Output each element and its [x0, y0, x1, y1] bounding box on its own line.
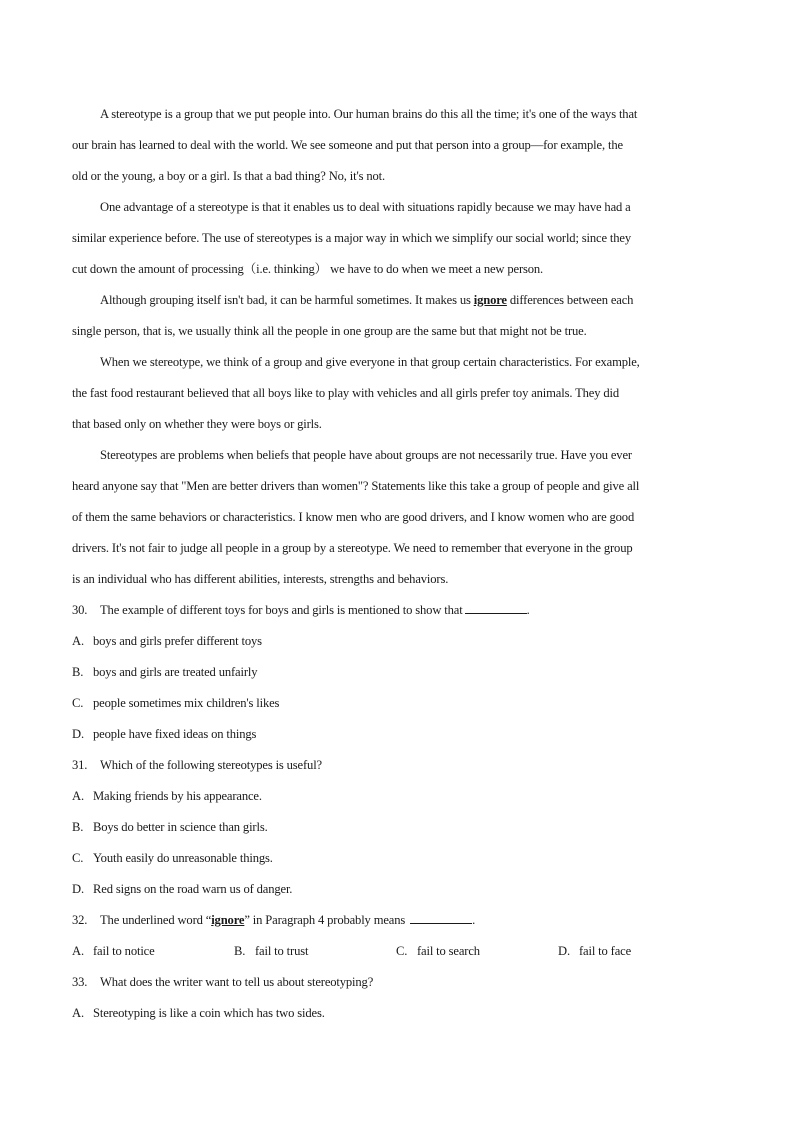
text-line: of them the same behaviors or characteristics. I know men who are good drivers, and I know women who are good: [72, 510, 635, 524]
question-end: .: [472, 913, 476, 927]
option-label: C.: [72, 696, 84, 710]
question-stem: [72, 750, 722, 781]
option-label: B.: [234, 944, 246, 958]
question-30: [72, 595, 722, 750]
text-line: our brain has learned to deal with the world. We see someone and put that person into a group—for example, the: [72, 138, 623, 152]
text-line: A stereotype is a group that we put people into. Our human brains do this all the time; it's one of the ways that: [100, 107, 638, 121]
answer-blank: [410, 911, 472, 924]
option-label: B.: [72, 665, 84, 679]
text-line: cut down the amount of processing（i.e. thinking） we have to do when we meet a new person.: [72, 262, 544, 276]
option-c: [72, 843, 722, 874]
option-text: boys and girls prefer different toys: [93, 634, 262, 648]
question-31: [72, 750, 722, 905]
option-a: [72, 626, 722, 657]
question-text: Which of the following stereotypes is useful?: [100, 758, 322, 772]
option-d: [72, 719, 722, 750]
option-text: fail to search: [417, 944, 480, 958]
option-text: fail to trust: [255, 944, 309, 958]
option-text: boys and girls are treated unfairly: [93, 665, 258, 679]
option-c: [396, 936, 558, 967]
option-text: Making friends by his appearance.: [93, 789, 262, 803]
question-number: 33.: [72, 975, 88, 989]
option-label: A.: [72, 634, 84, 648]
question-number: 30.: [72, 603, 88, 617]
option-label: D.: [72, 882, 84, 896]
text-line: [72, 285, 722, 316]
text-line: heard anyone say that "Men are better drivers than women"? Statements like this take a group of people and give all: [72, 479, 640, 493]
text-line: When we stereotype, we think of a group and give everyone in that group certain characteristics. For example,: [100, 355, 640, 369]
option-text: Red signs on the road warn us of danger.: [93, 882, 293, 896]
option-text: fail to notice: [93, 944, 155, 958]
text-segment: Although grouping itself isn't bad, it can be harmful sometimes. It makes us: [100, 293, 474, 307]
question-text: What does the writer want to tell us about stereotyping?: [100, 975, 374, 989]
options-row: [72, 936, 722, 967]
question-end: .: [526, 603, 530, 617]
option-text: fail to face: [579, 944, 632, 958]
option-a: [72, 936, 234, 967]
text-segment: differences between each: [506, 293, 634, 307]
option-label: D.: [72, 727, 84, 741]
option-text: Boys do better in science than girls.: [93, 820, 268, 834]
text-line: similar experience before. The use of stereotypes is a major way in which we simplify our social world; since they: [72, 231, 632, 245]
option-text: Stereotyping is like a coin which has two sides.: [93, 1006, 325, 1020]
paragraph-1: [72, 99, 722, 192]
option-label: B.: [72, 820, 84, 834]
option-b: [72, 657, 722, 688]
question-stem: [72, 595, 722, 626]
document-page: [72, 99, 722, 1029]
option-c: [72, 688, 722, 719]
option-label: C.: [396, 944, 408, 958]
text-line: Stereotypes are problems when beliefs that people have about groups are not necessarily true. Have you ever: [100, 448, 632, 462]
question-32: [72, 905, 722, 967]
option-label: A.: [72, 944, 84, 958]
question-stem: [72, 905, 722, 936]
paragraph-3: [72, 285, 722, 347]
underlined-word: ignore: [473, 293, 507, 307]
option-label: A.: [72, 1006, 84, 1020]
text-line: is an individual who has different abilities, interests, strengths and behaviors.: [72, 572, 449, 586]
text-line: drivers. It's not fair to judge all people in a group by a stereotype. We need to remember that everyone in the group: [72, 541, 633, 555]
question-33: [72, 967, 722, 1029]
option-b: [234, 936, 396, 967]
question-number: 32.: [72, 913, 88, 927]
option-label: D.: [558, 944, 570, 958]
option-b: [72, 812, 722, 843]
option-text: people have fixed ideas on things: [93, 727, 257, 741]
question-text: ” in Paragraph 4 probably means: [244, 913, 406, 927]
option-label: A.: [72, 789, 84, 803]
text-line: One advantage of a stereotype is that it enables us to deal with situations rapidly because we may have had a: [100, 200, 631, 214]
question-number: 31.: [72, 758, 88, 772]
question-text: The example of different toys for boys and girls is mentioned to show that: [100, 603, 463, 617]
text-line: the fast food restaurant believed that all boys like to play with vehicles and all girls prefer toy animals. They did: [72, 386, 620, 400]
option-a: [72, 998, 722, 1029]
text-line: that based only on whether they were boys or girls.: [72, 417, 322, 431]
paragraph-4: [72, 347, 722, 440]
option-text: people sometimes mix children's likes: [93, 696, 280, 710]
text-line: old or the young, a boy or a girl. Is that a bad thing? No, it's not.: [72, 169, 386, 183]
question-text: The underlined word “: [100, 913, 212, 927]
option-d: [558, 936, 720, 967]
option-d: [72, 874, 722, 905]
option-label: C.: [72, 851, 84, 865]
underlined-word: ignore: [211, 913, 245, 927]
paragraph-5: [72, 440, 722, 595]
option-a: [72, 781, 722, 812]
answer-blank: [465, 601, 527, 614]
question-stem: [72, 967, 722, 998]
paragraph-2: [72, 192, 722, 285]
text-line: single person, that is, we usually think all the people in one group are the same but that might not be true.: [72, 324, 587, 338]
option-text: Youth easily do unreasonable things.: [93, 851, 273, 865]
